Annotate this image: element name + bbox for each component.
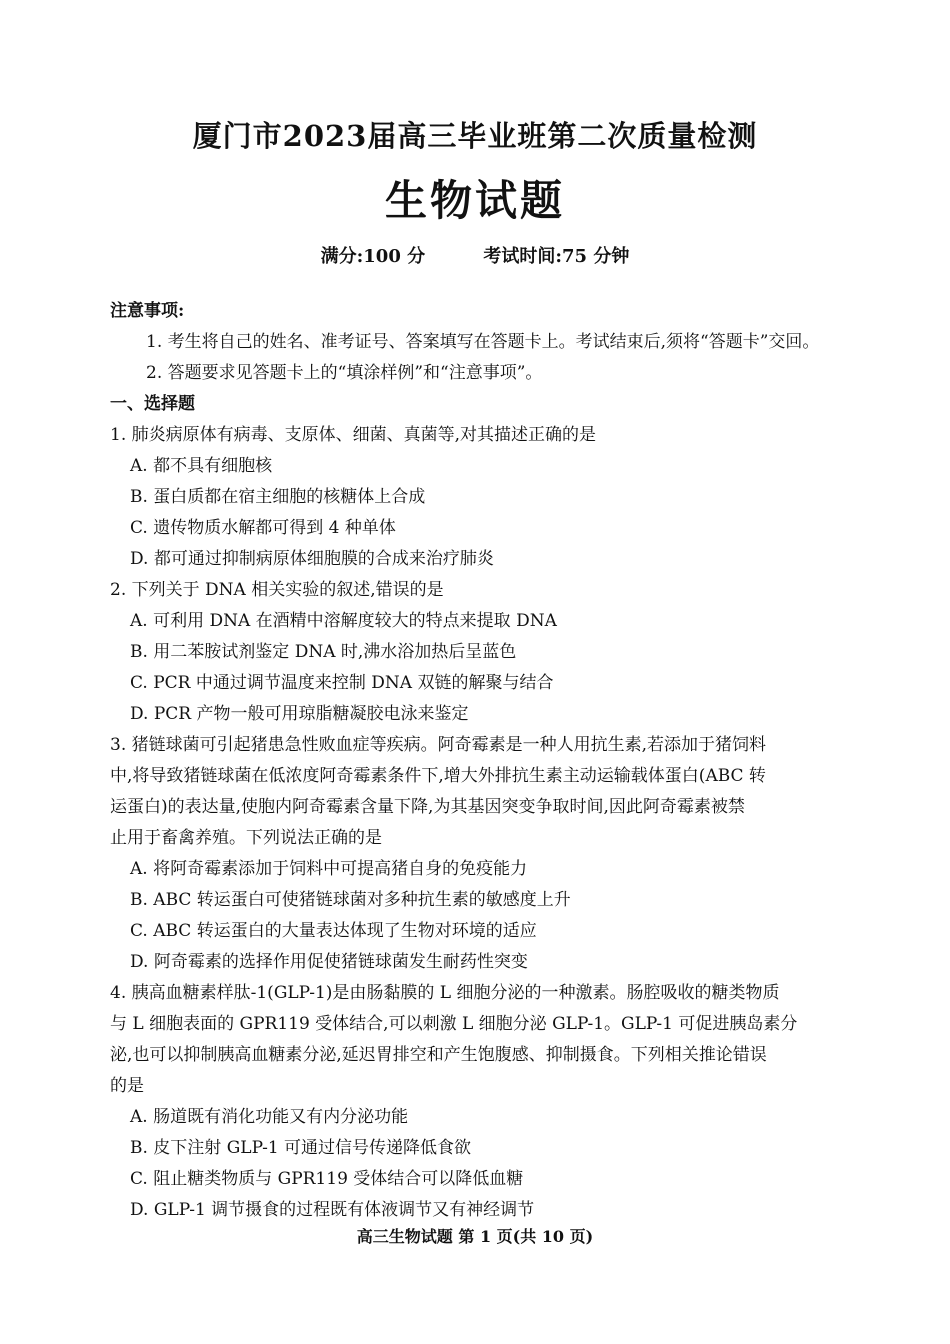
option-b: B. 用二苯胺试剂鉴定 DNA 时,沸水浴加热后呈蓝色 [130,642,517,662]
notice-item: 2. 答题要求见答题卡上的“填涂样例”和“注意事项”。 [146,363,543,383]
exam-title: 厦门市2023届高三毕业班第二次质量检测 [192,119,758,153]
question-stem-line: 的是 [110,1076,144,1096]
exam-meta [0,242,950,268]
option-d: D. 都可通过抑制病原体细胞膜的合成来治疗肺炎 [130,549,494,569]
option-a: A. 都不具有细胞核 [130,456,273,476]
option-d: D. PCR 产物一般可用琼脂糖凝胶电泳来鉴定 [130,704,469,724]
exam-duration: 考试时间:75 分钟 [483,246,630,267]
option-c: C. 遗传物质水解都可得到 4 种单体 [130,518,396,538]
question-2 [110,575,850,730]
option-d: D. GLP-1 调节摄食的过程既有体液调节又有神经调节 [130,1200,535,1220]
option-b: B. 蛋白质都在宿主细胞的核糖体上合成 [130,487,426,507]
question-4 [110,978,850,1226]
full-score: 满分:100 分 [320,246,426,267]
question-stem-line: 中,将导致猪链球菌在低浓度阿奇霉素条件下,增大外排抗生素主动运输载体蛋白(ABC 转 [110,766,766,786]
option-c: C. 阻止糖类物质与 GPR119 受体结合可以降低血糖 [130,1169,524,1189]
option-c: C. PCR 中通过调节温度来控制 DNA 双链的解聚与结合 [130,673,554,693]
page-footer: 高三生物试题 第 1 页(共 10 页) [356,1227,594,1246]
notice-item: 1. 考生将自己的姓名、准考证号、答案填写在答题卡上。考试结束后,须将“答题卡”交回。 [146,332,820,352]
option-c: C. ABC 转运蛋白的大量表达体现了生物对环境的适应 [130,921,537,941]
question-3 [110,730,850,978]
subject-title: 生物试题 [384,176,565,225]
option-a: A. 将阿奇霉素添加于饲料中可提高猪自身的免疫能力 [130,859,528,879]
option-b: B. 皮下注射 GLP-1 可通过信号传递降低食欲 [130,1138,472,1158]
question-stem-line: 运蛋白)的表达量,使胞内阿奇霉素含量下降,为其基因突变争取时间,因此阿奇霉素被禁 [110,797,745,817]
notice-heading: 注意事项: [110,301,185,321]
exam-content [110,296,850,1226]
section-heading: 一、选择题 [110,394,195,414]
question-stem: 2. 下列关于 DNA 相关实验的叙述,错误的是 [110,580,444,600]
question-stem-line: 3. 猪链球菌可引起猪患急性败血症等疾病。阿奇霉素是一种人用抗生素,若添加于猪饲料 [110,735,767,755]
option-a: A. 肠道既有消化功能又有内分泌功能 [130,1107,409,1127]
question-1 [110,420,850,575]
question-stem-line: 泌,也可以抑制胰高血糖素分泌,延迟胃排空和产生饱腹感、抑制摄食。下列相关推论错误 [110,1045,767,1065]
question-stem-line: 4. 胰高血糖素样肽-1(GLP-1)是由肠黏膜的 L 细胞分泌的一种激素。肠腔吸收的糖类物质 [110,983,780,1003]
option-a: A. 可利用 DNA 在酒精中溶解度较大的特点来提取 DNA [130,611,557,631]
option-b: B. ABC 转运蛋白可使猪链球菌对多种抗生素的敏感度上升 [130,890,571,910]
option-d: D. 阿奇霉素的选择作用促使猪链球菌发生耐药性突变 [130,952,528,972]
question-stem-line: 与 L 细胞表面的 GPR119 受体结合,可以刺激 L 细胞分泌 GLP-1。GLP-1 可促进胰岛素分 [110,1014,798,1034]
question-stem: 1. 肺炎病原体有病毒、支原体、细菌、真菌等,对其描述正确的是 [110,425,597,445]
question-stem-line: 止用于畜禽养殖。下列说法正确的是 [110,828,382,848]
